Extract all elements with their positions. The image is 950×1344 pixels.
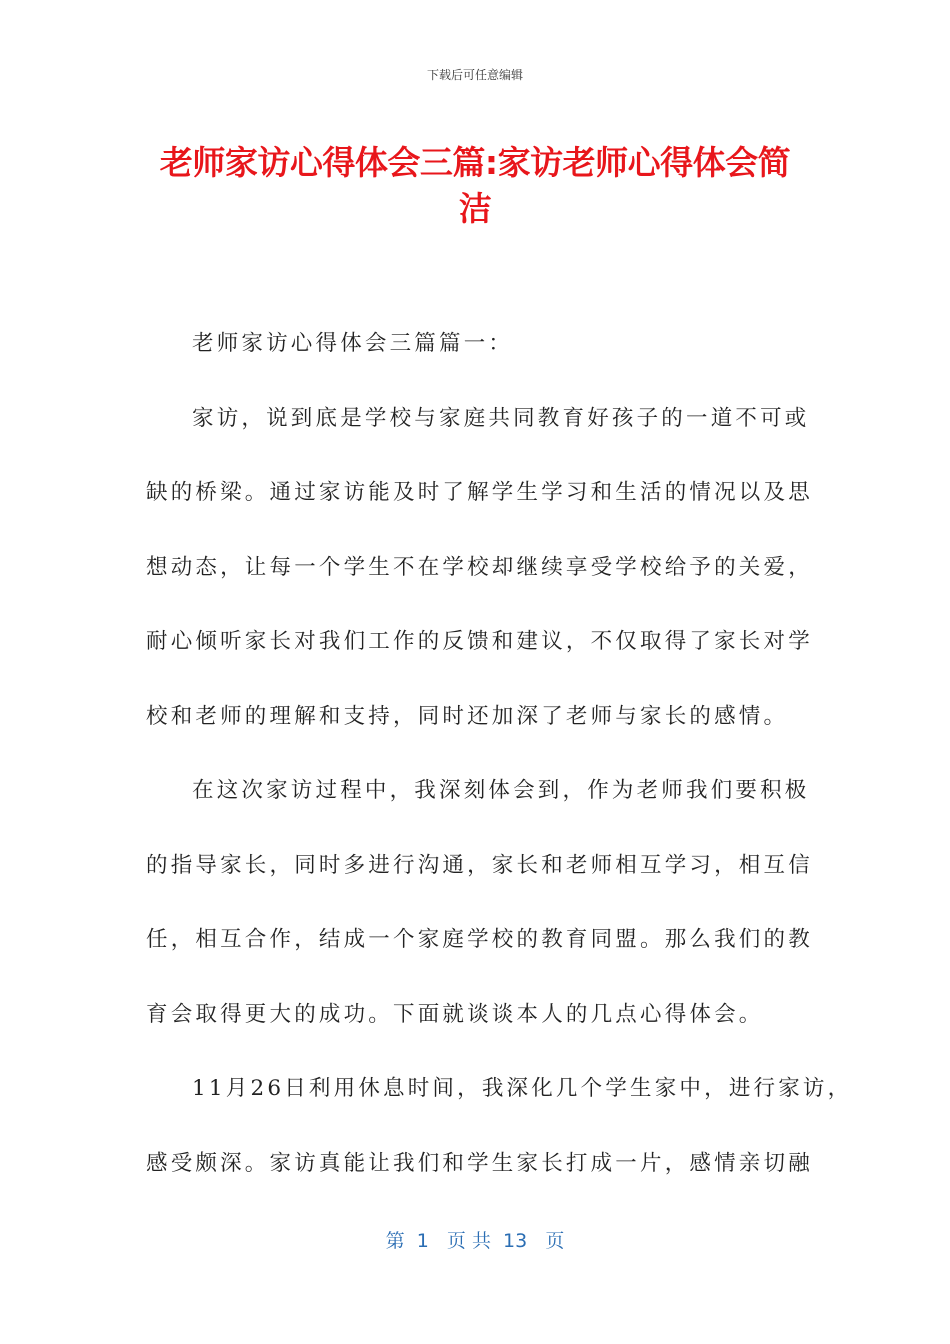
text-line: 感受颇深。家访真能让我们和学生家长打成一片，感情亲切融	[146, 1150, 813, 1176]
title-line-2: 洁	[458, 189, 492, 228]
text-line: 缺的桥梁。通过家访能及时了解学生学习和生活的情况以及思	[146, 480, 813, 505]
text-line: 想动态，让每一个学生不在学校却继续享受学校给予的关爱，	[146, 554, 813, 580]
document-body	[146, 322, 853, 1216]
header-note: 下载后可任意编辑	[426, 68, 523, 82]
text-line: 在这次家访过程中，我深刻体会到，作为老师我们要积极	[192, 778, 810, 803]
text-line: 老师家访心得体会三篇篇一：	[192, 331, 514, 356]
title-line-1: 老师家访心得体会三篇:家访老师心得体会简	[159, 143, 791, 182]
text-line: 的指导家长，同时多进行沟通，家长和老师相互学习，相互信	[146, 852, 813, 878]
text-line: 校和老师的理解和支持，同时还加深了老师与家长的感情。	[146, 703, 789, 729]
document-title	[140, 140, 810, 232]
text-line: 任，相互合作，结成一个家庭学校的教育同盟。那么我们的教	[146, 927, 813, 952]
page-number-footer: 第 1 页 共 13 页	[385, 1230, 565, 1252]
text-line: 耐心倾听家长对我们工作的反馈和建议，不仅取得了家长对学	[146, 629, 813, 654]
text-line: 家访，说到底是学校与家庭共同教育好孩子的一道不可或	[192, 405, 810, 431]
text-line: 11月26日利用休息时间，我深化几个学生家中，进行家访，	[192, 1076, 853, 1101]
text-line: 育会取得更大的成功。下面就谈谈本人的几点心得体会。	[146, 1001, 764, 1027]
